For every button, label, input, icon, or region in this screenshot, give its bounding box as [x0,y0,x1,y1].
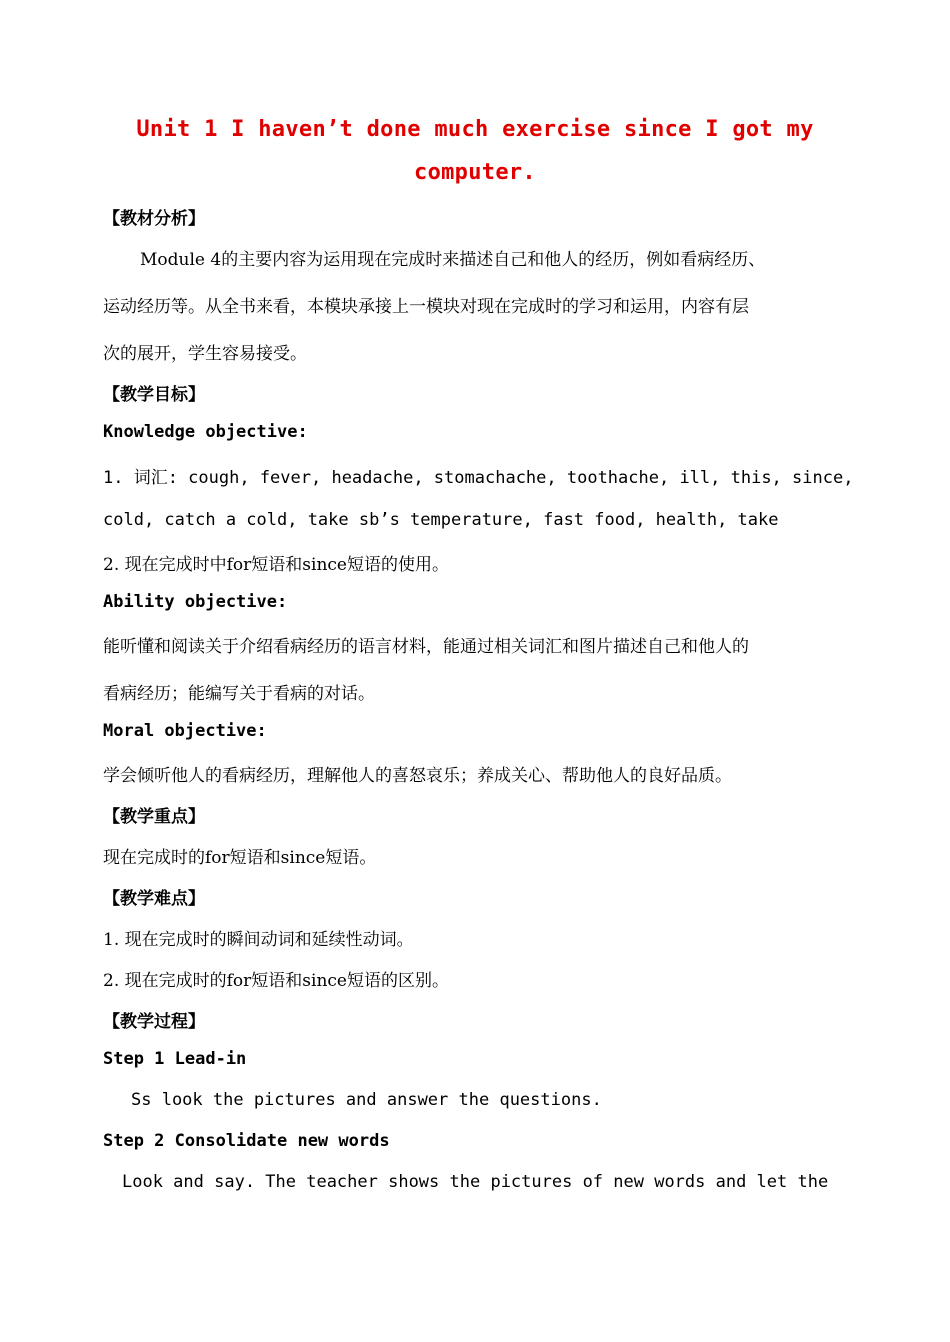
section-heading-objectives: 【教学目标】 [103,385,205,405]
knowledge-item-2: 2. 现在完成时中for短语和since短语的使用。 [103,555,449,575]
analysis-paragraph-line-3: 次的展开，学生容易接受。 [103,344,307,364]
analysis-paragraph-line-2: 运动经历等。从全书来看，本模块承接上一模块对现在完成时的学习和运用，内容有层 [103,297,749,317]
document-title-line-2: computer. [414,160,536,185]
section-heading-key-points: 【教学重点】 [103,807,205,827]
difficult-point-1: 1. 现在完成时的瞬间动词和延续性动词。 [103,930,414,950]
step-2-text: Look and say. The teacher shows the pictures of new words and let the [122,1172,829,1192]
ability-objective-line-2: 看病经历；能编写关于看病的对话。 [103,684,375,704]
knowledge-item-1-line-2: cold, catch a cold, take sb’s temperature, fast food, health, take [103,510,779,530]
knowledge-item-1-line-1: 1. 词汇: cough, fever, headache, stomachache, toothache, ill, this, since, [103,468,854,488]
step-2-label: Step 2 Consolidate new words [103,1131,390,1151]
moral-objective-label: Moral objective: [103,721,267,741]
difficult-point-2: 2. 现在完成时的for短语和since短语的区别。 [103,971,449,991]
step-1-label: Step 1 Lead-in [103,1049,247,1069]
knowledge-objective-label: Knowledge objective: [103,422,308,442]
step-1-text: Ss look the pictures and answer the questions. [131,1090,602,1110]
section-heading-process: 【教学过程】 [103,1012,205,1032]
key-points-text: 现在完成时的for短语和since短语。 [103,848,377,868]
ability-objective-label: Ability objective: [103,592,288,612]
document-title-line-1: Unit 1 I haven’t done much exercise since I got my [136,117,814,142]
section-heading-analysis: 【教材分析】 [103,209,205,229]
analysis-paragraph-line-1: Module 4的主要内容为运用现在完成时来描述自己和他人的经历，例如看病经历、 [140,250,766,270]
ability-objective-line-1: 能听懂和阅读关于介绍看病经历的语言材料，能通过相关词汇和图片描述自己和他人的 [103,637,749,657]
section-heading-difficult-points: 【教学难点】 [103,889,205,909]
moral-objective-text: 学会倾听他人的看病经历，理解他人的喜怒哀乐；养成关心、帮助他人的良好品质。 [103,766,732,786]
